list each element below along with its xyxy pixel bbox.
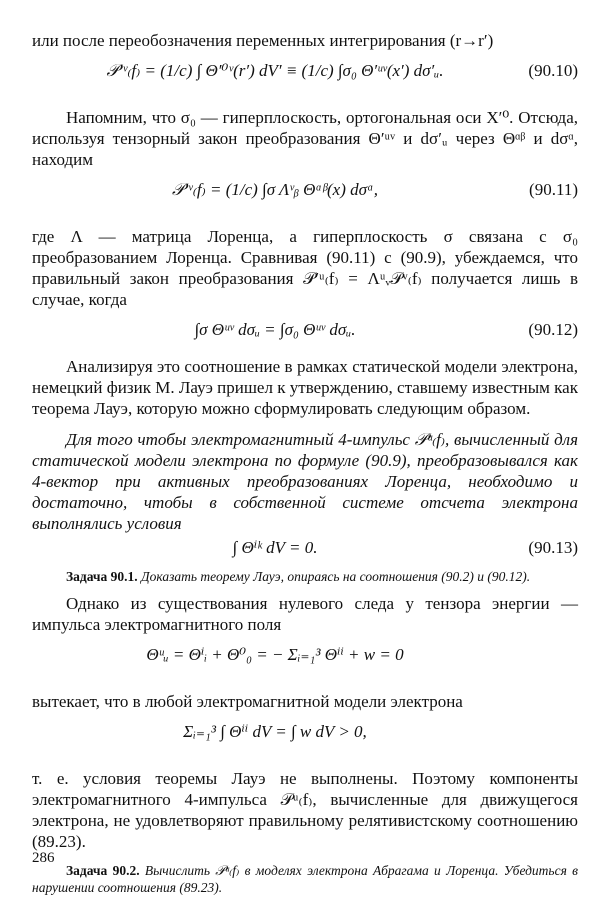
task-90-1	[32, 568, 578, 585]
paragraph-7: т. е. условия теоремы Лауэ не выполнены. Поэтому компоненты электромагнитного 4-импульса 𝒫ᵘ₍f₎, вычисленные для движущегося электрона, не удовлетворяют правильному релятивистскому соотношению (89.23).	[32, 769, 578, 851]
equation-number: (90.11)	[529, 180, 578, 199]
equation-formula: 𝒫′ᵛ₍f₎ = (1/c) ∫ Θ′⁰ᵛ(r′) dV′ ≡ (1/c) ∫σ₀ Θ′ᵘᵛ(x′) dσ′ᵤ.	[106, 61, 444, 80]
task-label: Задача 90.2.	[66, 863, 140, 878]
equation-90-10	[32, 51, 578, 107]
equation-formula: 𝒫′ᵛ₍f₎ = (1/c) ∫σ Λᵛᵦ Θᵅᵝ(x) dσᵅ,	[171, 180, 379, 199]
equation-trace	[32, 635, 578, 691]
equation-number: (90.10)	[528, 61, 578, 80]
laue-theorem: Для того чтобы электромагнитный 4-импульс 𝒫ᵘ₍f₎, вычисленный для статической модели электрона по формуле (90.9), преобразовывался как 4-вектор при активных преобразованиях Лоренца, необходимо и достаточно, чтобы в собственной системе отсчета электрона выполнялись условия	[32, 430, 578, 533]
equation-90-12	[32, 310, 578, 356]
equation-formula: Θᵘᵤ = Θⁱᵢ + Θ⁰₀ = − Σᵢ₌₁³ Θⁱⁱ + w = 0	[146, 645, 404, 664]
equation-formula: ∫ Θⁱᵏ dV = 0.	[232, 538, 318, 557]
paragraph-1: или после переобозначения переменных интегрирования (r→r′)	[32, 31, 494, 50]
task-text: Доказать теорему Лауэ, опираясь на соотношения (90.2) и (90.12).	[141, 569, 531, 584]
task-90-2	[32, 862, 578, 896]
equation-number: (90.13)	[528, 538, 578, 557]
page-body	[32, 30, 578, 896]
equation-90-13	[32, 534, 578, 568]
equation-energy-integral	[32, 712, 578, 768]
paragraph-5: Однако из существования нулевого следа у тензора энергии — импульса электромагнитного поля	[32, 594, 578, 634]
equation-90-11	[32, 170, 578, 226]
page-number: 286	[32, 850, 55, 866]
task-label: Задача 90.1.	[66, 569, 138, 584]
paragraph-3: где Λ — матрица Лоренца, а гиперплоскость σ связана с σ₀ преобразованием Лоренца. Сравнивая (90.11) с (90.9), убеждаемся, что правильный закон преобразования 𝒫′ᵘ₍f₎ = Λᵘᵥ𝒫ᵛ₍f₎ получается лишь в случае, когда	[32, 227, 578, 309]
paragraph-6: вытекает, что в любой электромагнитной модели электрона	[32, 692, 463, 711]
equation-formula: ∫σ Θᵘᵛ dσᵤ = ∫σ₀ Θᵘᵛ dσᵤ.	[194, 320, 356, 339]
task-text: Вычислить 𝒫ᵘ₍f₎ в моделях электрона Абрагама и Лоренца. Убедиться в нарушении соотношения (89.23).	[32, 863, 578, 895]
equation-number: (90.12)	[528, 320, 578, 339]
paragraph-4: Анализируя это соотношение в рамках статической модели электрона, немецкий физик М. Лауэ пришел к утверждению, ставшему известным как теорема Лауэ, которую можно сформулировать следующим образом.	[32, 357, 578, 418]
paragraph-2: Напомним, что σ₀ — гиперплоскость, ортогональная оси X′⁰. Отсюда, используя тензорный закон преобразования Θ′ᵘᵛ и dσ′ᵤ через Θᵅᵝ и dσᵅ, находим	[32, 108, 578, 169]
equation-formula: Σᵢ₌₁³ ∫ Θⁱⁱ dV = ∫ w dV > 0,	[183, 722, 367, 741]
